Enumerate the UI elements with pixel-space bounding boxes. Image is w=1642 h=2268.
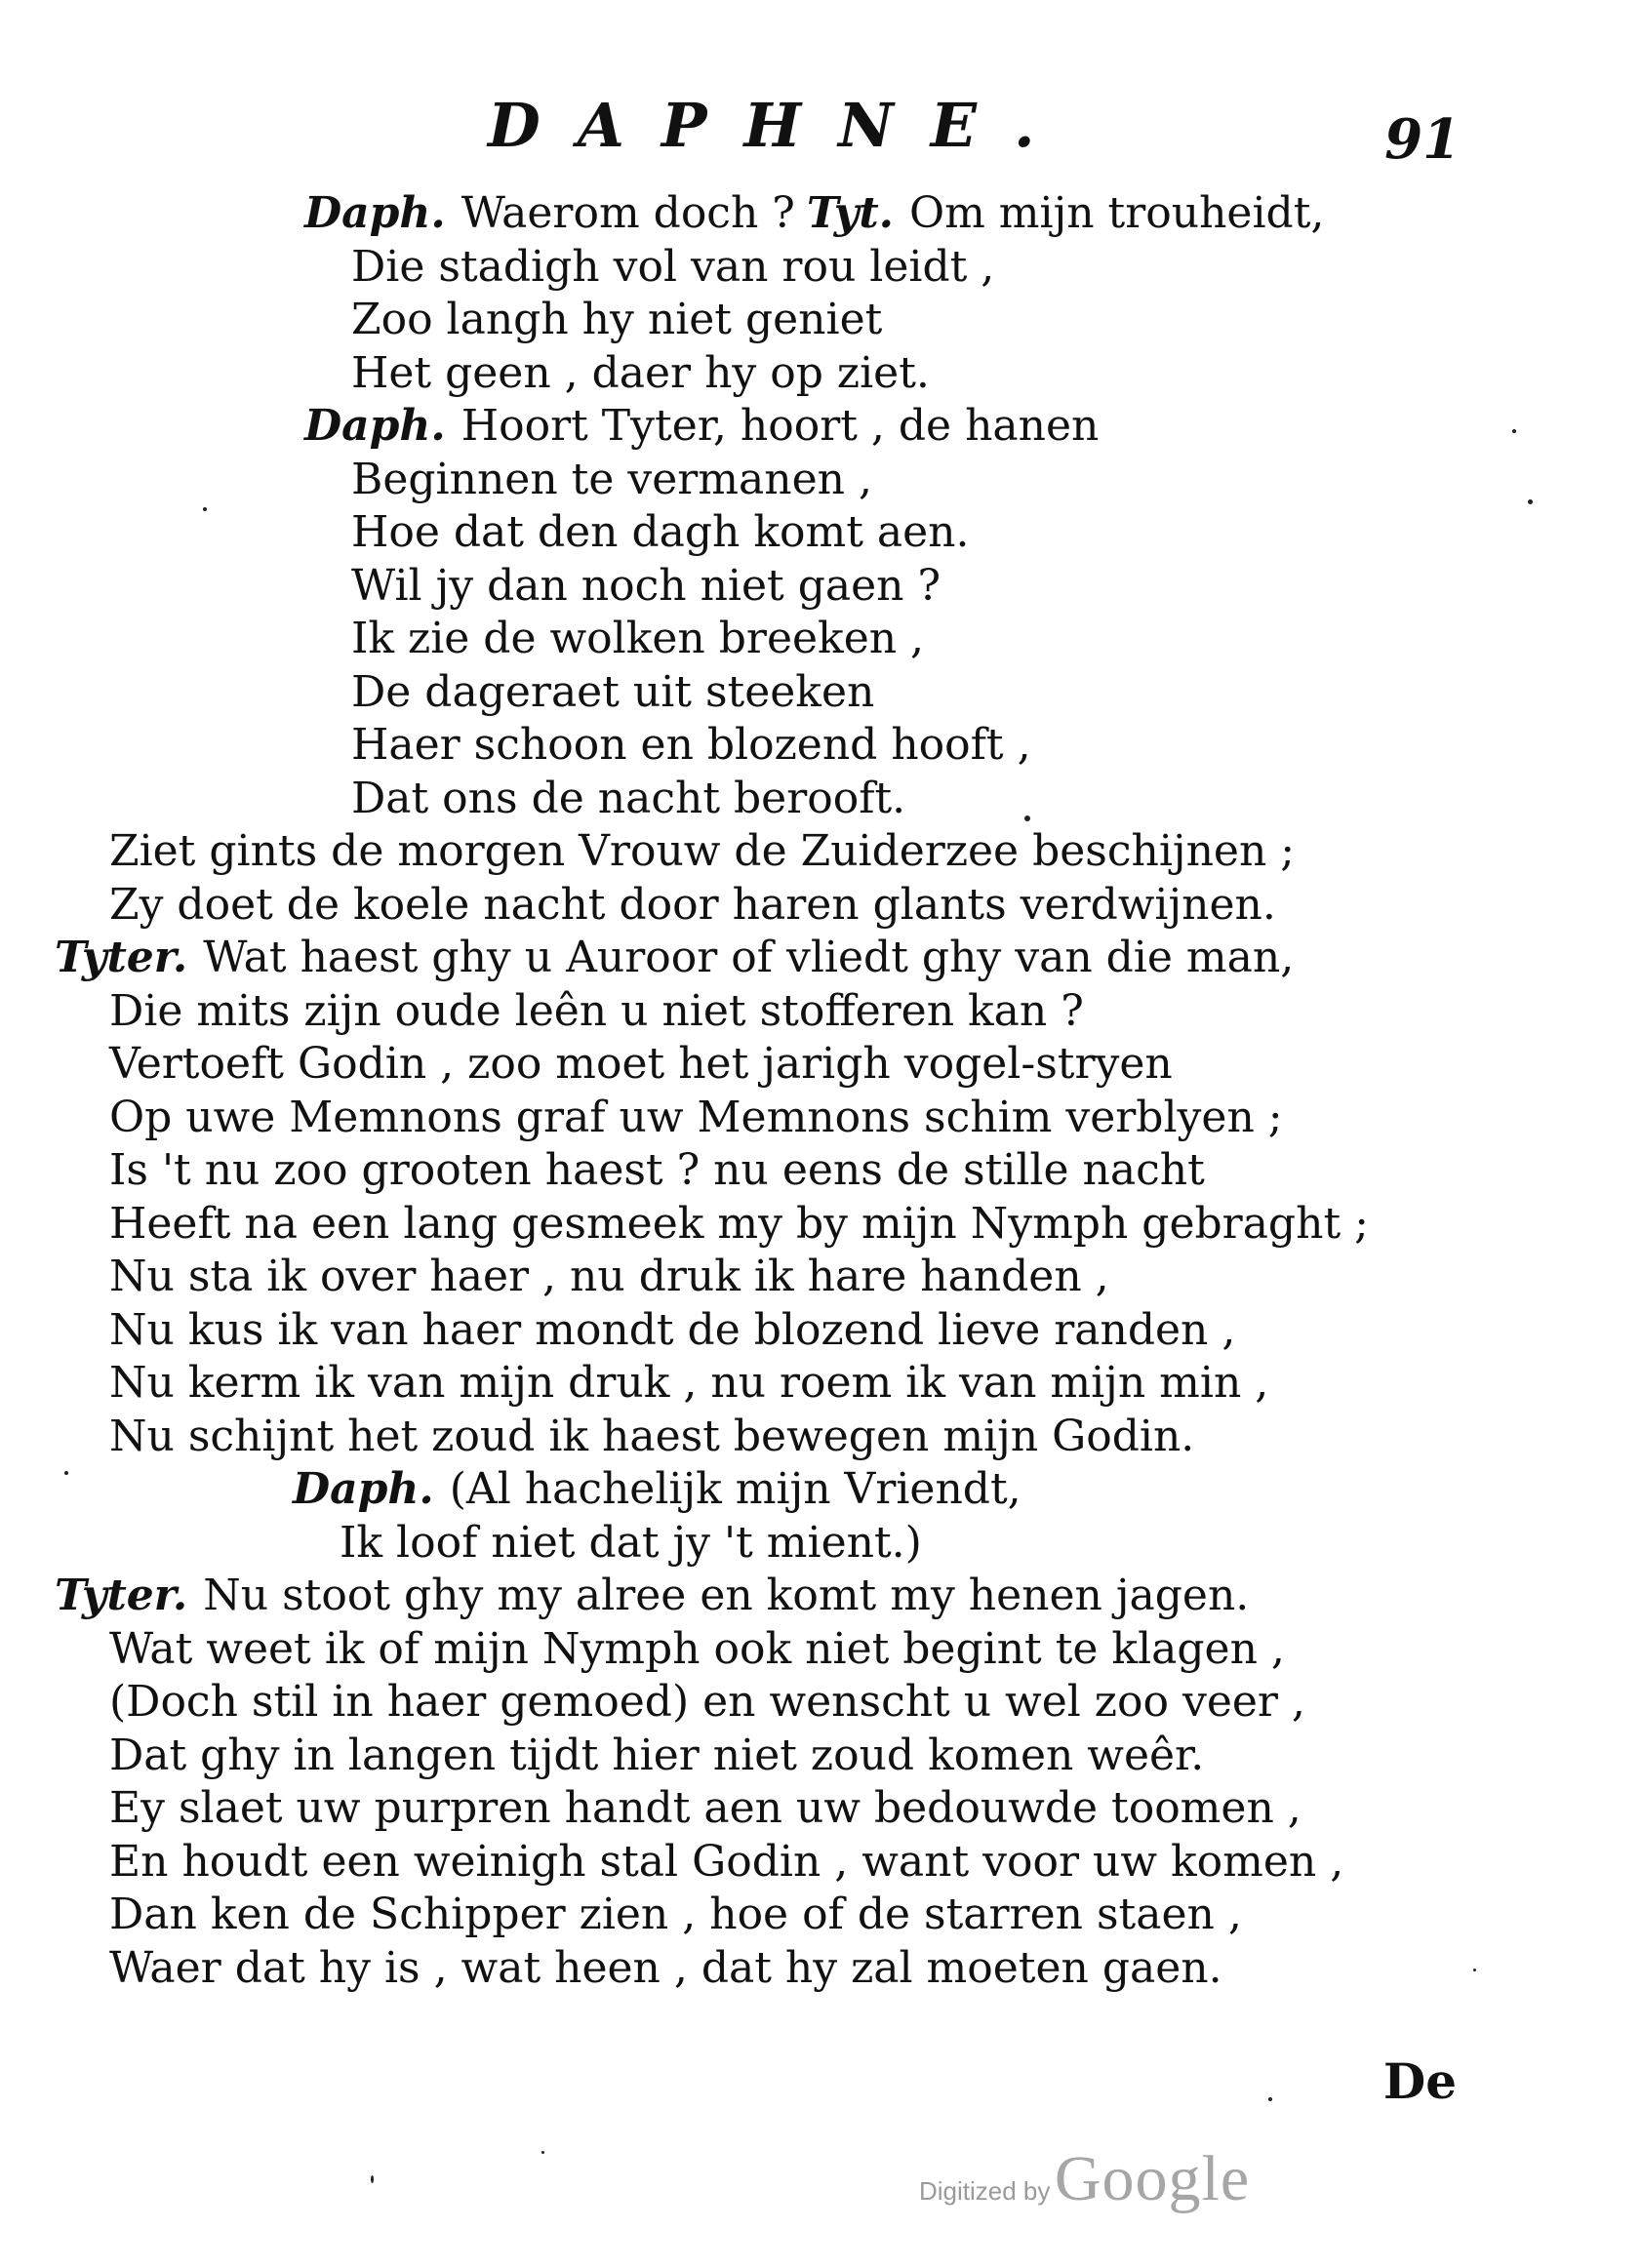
verse-text: Waer dat hy is , wat heen , dat hy zal moeten gaen.: [109, 1942, 1222, 1993]
verse-text: Zy doet de koele nacht door haren glants verdwijnen.: [109, 879, 1276, 930]
verse-text: Haer schoon en blozend hooft ,: [351, 720, 1031, 770]
print-speck: [1268, 2097, 1272, 2101]
running-title: DAPHNE.: [488, 90, 1072, 161]
digitized-watermark: [919, 2142, 1250, 2216]
verse-line: [0, 187, 1642, 241]
speaker-label: Daph.: [304, 188, 446, 238]
verse-line: [0, 1144, 1642, 1198]
print-speck: [1512, 429, 1516, 433]
verse-text: En houdt een weinigh stal Godin , want voor uw komen ,: [109, 1836, 1344, 1887]
verse-text: Het geen , daer hy op ziet.: [351, 347, 930, 398]
verse-text: Nu kerm ik van mijn druk , nu roem ik van mijn min ,: [109, 1358, 1269, 1408]
verse-line: [0, 560, 1642, 614]
verse-line: [0, 1676, 1642, 1730]
google-logo: Google: [1054, 2143, 1251, 2214]
verse-line: [0, 1889, 1642, 1942]
verse-line: [0, 879, 1642, 933]
verse-text: Wil jy dan noch niet gaen ?: [351, 560, 941, 611]
verse-line: [0, 932, 1642, 985]
verse-line: [0, 506, 1642, 560]
print-speck: [1528, 499, 1533, 504]
verse-line: [0, 1357, 1642, 1411]
verse-line: [0, 1038, 1642, 1092]
verse-line: [0, 1411, 1642, 1464]
verse-line: [0, 773, 1642, 826]
verse-line: [0, 719, 1642, 773]
verse-text: Wat weet ik of mijn Nymph ook niet begint te klagen ,: [109, 1623, 1285, 1674]
verse-line: [0, 1251, 1642, 1304]
verse-text: Die stadigh vol van rou leidt ,: [351, 241, 995, 292]
verse-text: Ziet gints de morgen Vrouw de Zuiderzee beschijnen ;: [109, 826, 1296, 876]
speaker-label: Tyter.: [55, 1571, 188, 1620]
verse-line: [0, 666, 1642, 720]
page-number: 91: [1384, 107, 1461, 172]
verse-line: [0, 400, 1642, 454]
verse-text: Die mits zijn oude leên u niet stofferen kan ?: [109, 985, 1084, 1036]
verse-text: Vertoeft Godin , zoo moet het jarigh vogel-stryen: [109, 1039, 1173, 1089]
speaker-label: Daph.: [293, 1464, 434, 1514]
verse-line: [0, 613, 1642, 666]
verse-text: Ik loof niet dat jy 't mient.): [340, 1517, 922, 1568]
catchword: De: [1382, 2052, 1457, 2110]
verse-text: Dat ghy in langen tijdt hier niet zoud komen weêr.: [109, 1730, 1205, 1780]
verse-text: Ey slaet uw purpren handt aen uw bedouwde toomen ,: [109, 1783, 1302, 1833]
verse-text: Op uwe Memnons graf uw Memnons schim verblyen ;: [109, 1092, 1283, 1142]
verse-line: [0, 1304, 1642, 1358]
verse-text: De dageraet uit steeken: [351, 666, 875, 717]
speaker-label: Tyter.: [55, 933, 188, 982]
verse-text: Heeft na een lang gesmeek my by mijn Nymph gebraght ;: [109, 1198, 1369, 1249]
verse-line: [0, 1463, 1642, 1517]
verse-text: Dat ons de nacht berooft.: [351, 773, 906, 823]
verse-line: [0, 454, 1642, 507]
verse-line: [0, 1517, 1642, 1571]
verse-line: [0, 1623, 1642, 1677]
speaker-label: Tyt.: [806, 188, 894, 238]
verse-line: [0, 1782, 1642, 1836]
print-speck: [1473, 1969, 1476, 1971]
verse-line: [0, 1836, 1642, 1890]
verse-line: [0, 1092, 1642, 1145]
verse-line: [0, 241, 1642, 295]
verse-text: (Al hachelijk mijn Vriendt,: [449, 1464, 1021, 1514]
verse-text: Ik zie de wolken breeken ,: [351, 614, 925, 663]
verse-line: [0, 1730, 1642, 1783]
verse-line: [0, 1198, 1642, 1252]
print-speck: [64, 1471, 68, 1475]
verse-text: Nu schijnt het zoud ik haest bewegen mijn Godin.: [109, 1411, 1195, 1461]
verse-line: [0, 1570, 1642, 1623]
verse-line: [0, 294, 1642, 347]
digitized-label: Digitized by: [919, 2176, 1051, 2206]
speaker-label: Daph.: [304, 401, 446, 451]
verse-text: Is 't nu zoo grooten haest ? nu eens de stille nacht: [109, 1145, 1205, 1195]
verse-text: Waerom doch ?: [461, 188, 795, 238]
verse-text: Nu stoot ghy my alree en komt my henen jagen.: [203, 1571, 1250, 1620]
verse-text: Dan ken de Schipper zien , hoe of de starren staen ,: [109, 1890, 1242, 1939]
verse-text: Hoe dat den dagh komt aen.: [351, 507, 970, 557]
verse-text: Wat haest ghy u Auroor of vliedt ghy van die man,: [203, 933, 1295, 982]
print-speck: [371, 2175, 374, 2183]
verse-text: (Doch stil in haer gemoed) en wenscht u wel zoo veer ,: [109, 1677, 1305, 1727]
verse-text: Hoort Tyter, hoort , de hanen: [461, 401, 1100, 451]
print-speck: [203, 507, 207, 511]
verse-line: [0, 825, 1642, 879]
verse-line: [0, 1942, 1642, 1996]
verse-body: [0, 187, 1642, 1995]
verse-text: Om mijn trouheidt,: [909, 188, 1325, 238]
verse-line: [0, 985, 1642, 1039]
print-speck: [541, 2151, 544, 2154]
print-speck: [1024, 816, 1030, 821]
verse-text: Beginnen te vermanen ,: [351, 454, 872, 504]
verse-text: Nu kus ik van haer mondt de blozend lieve randen ,: [109, 1304, 1236, 1355]
verse-line: [0, 347, 1642, 401]
verse-text: Nu sta ik over haer , nu druk ik hare handen ,: [109, 1252, 1109, 1301]
verse-text: Zoo langh hy niet geniet: [351, 295, 883, 344]
